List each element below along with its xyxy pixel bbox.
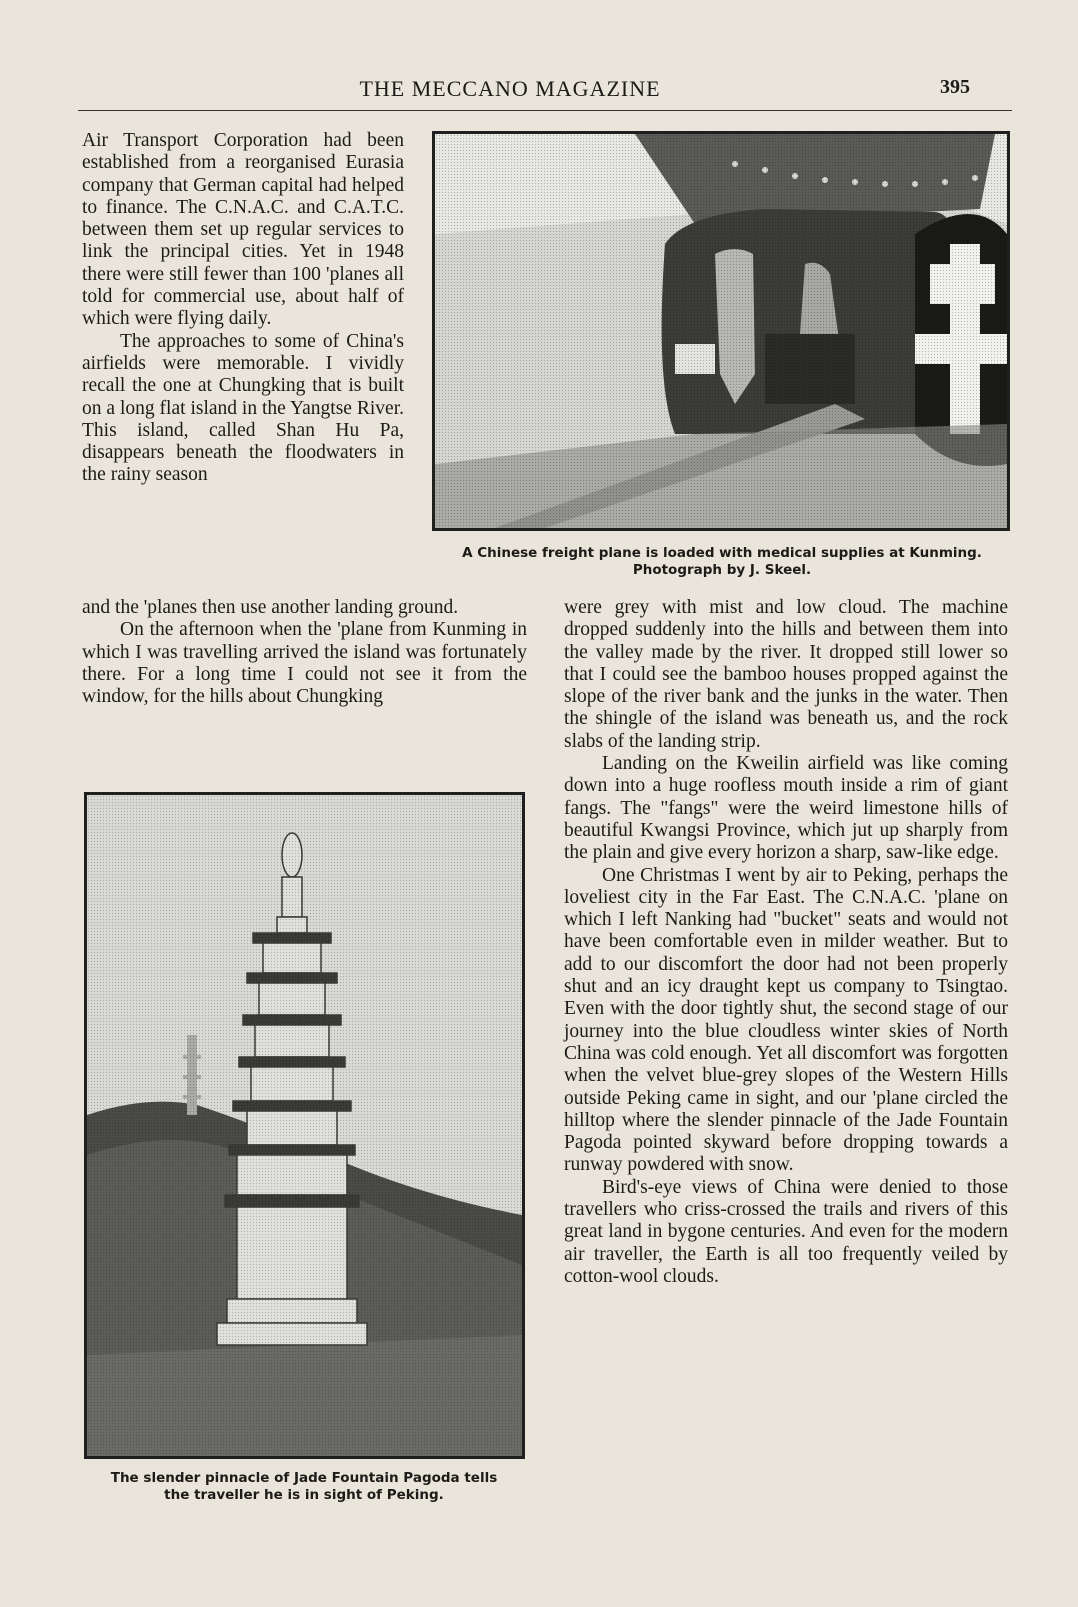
magazine-title: THE MECCANO MAGAZINE <box>359 76 661 101</box>
caption-credit: Photograph by J. Skeel. <box>632 562 812 578</box>
paragraph: and the 'planes then use another landing ground. <box>82 597 459 618</box>
freight-plane-illustration <box>435 134 1007 528</box>
pagoda-illustration <box>87 795 522 1456</box>
caption-line: the traveller he is in sight of Peking. <box>164 1487 444 1503</box>
column2-text <box>564 597 1008 1288</box>
paragraph: Landing on the Kweilin airfield was like coming down into a huge roofless mouth inside a rim of giant fangs. The "fangs" were the weird limestone hills of beautiful Kwangsi Province, which jut up sharply from the plain and give every horizon a sharp, saw-like edge. <box>564 753 1008 864</box>
caption-line: The slender pinnacle of Jade Fountain Pagoda tells <box>110 1470 498 1486</box>
pagoda-photo <box>84 792 525 1459</box>
freight-plane-caption <box>430 545 1014 579</box>
paragraph: were grey with mist and low cloud. The machine dropped suddenly into the hills and between them into the valley made by the river. It dropped still lower so that I could see the bamboo houses propped against the slope of the river bank and the junks in the water. Then the shingle of the island was beneath us, and the rock slabs of the landing strip. <box>564 597 1008 752</box>
caption-line: A Chinese freight plane is loaded with medical supplies at Kunming. <box>462 545 982 561</box>
paragraph: The approaches to some of China's airfields were memorable. I vividly recall the one at Chungking that is built on a long flat island in the Yangtse River. This island, called Shan Hu Pa, disappears beneath the floodwaters in the rainy season <box>82 330 404 486</box>
page-number: 395 <box>940 76 970 98</box>
pagoda-caption <box>78 1470 530 1504</box>
freight-plane-photo <box>432 131 1010 531</box>
paragraph: On the afternoon when the 'plane from Kunming in which I was travelling arrived the island was fortunately there. For a long time I could not see it from the window, for the hills about Chungking <box>82 619 527 708</box>
column1-bottom-text <box>82 597 527 708</box>
header-rule <box>78 110 1012 111</box>
column1-top-text <box>82 130 404 487</box>
paragraph: Air Transport Corporation had been established from a reorganised Eurasia company that German capital had helped to finance. The C.N.A.C. and C.A.T.C. between them set up regular services to link the principal cities. Yet in 1948 there were still fewer than 100 'planes all told for commercial use, about half of which were flying daily. <box>82 130 404 330</box>
paragraph: One Christmas I went by air to Peking, perhaps the loveliest city in the Far East. The C.N.A.C. 'plane on which I left Nanking had "bucket" seats and would not have been comfortable even in milder weather. But to add to our discomfort the door had not been properly shut and an icy draught kept us company to Tsingtao. Even with the door tightly shut, the second stage of our journey into the blue cloudless winter skies of North China was cold enough. Yet all discomfort was forgotten when the velvet blue-grey slopes of the Western Hills outside Peking came in sight, and our 'plane circled the hilltop where the slender pinnacle of the Jade Fountain Pagoda pointed skyward before dropping towards a runway powdered with snow. <box>564 864 1008 1176</box>
paragraph: Bird's-eye views of China were denied to those travellers who criss-crossed the trails and rivers of this great land in bygone centuries. And even for the modern air traveller, the Earth is all too frequently veiled by cotton-wool clouds. <box>564 1176 1008 1287</box>
